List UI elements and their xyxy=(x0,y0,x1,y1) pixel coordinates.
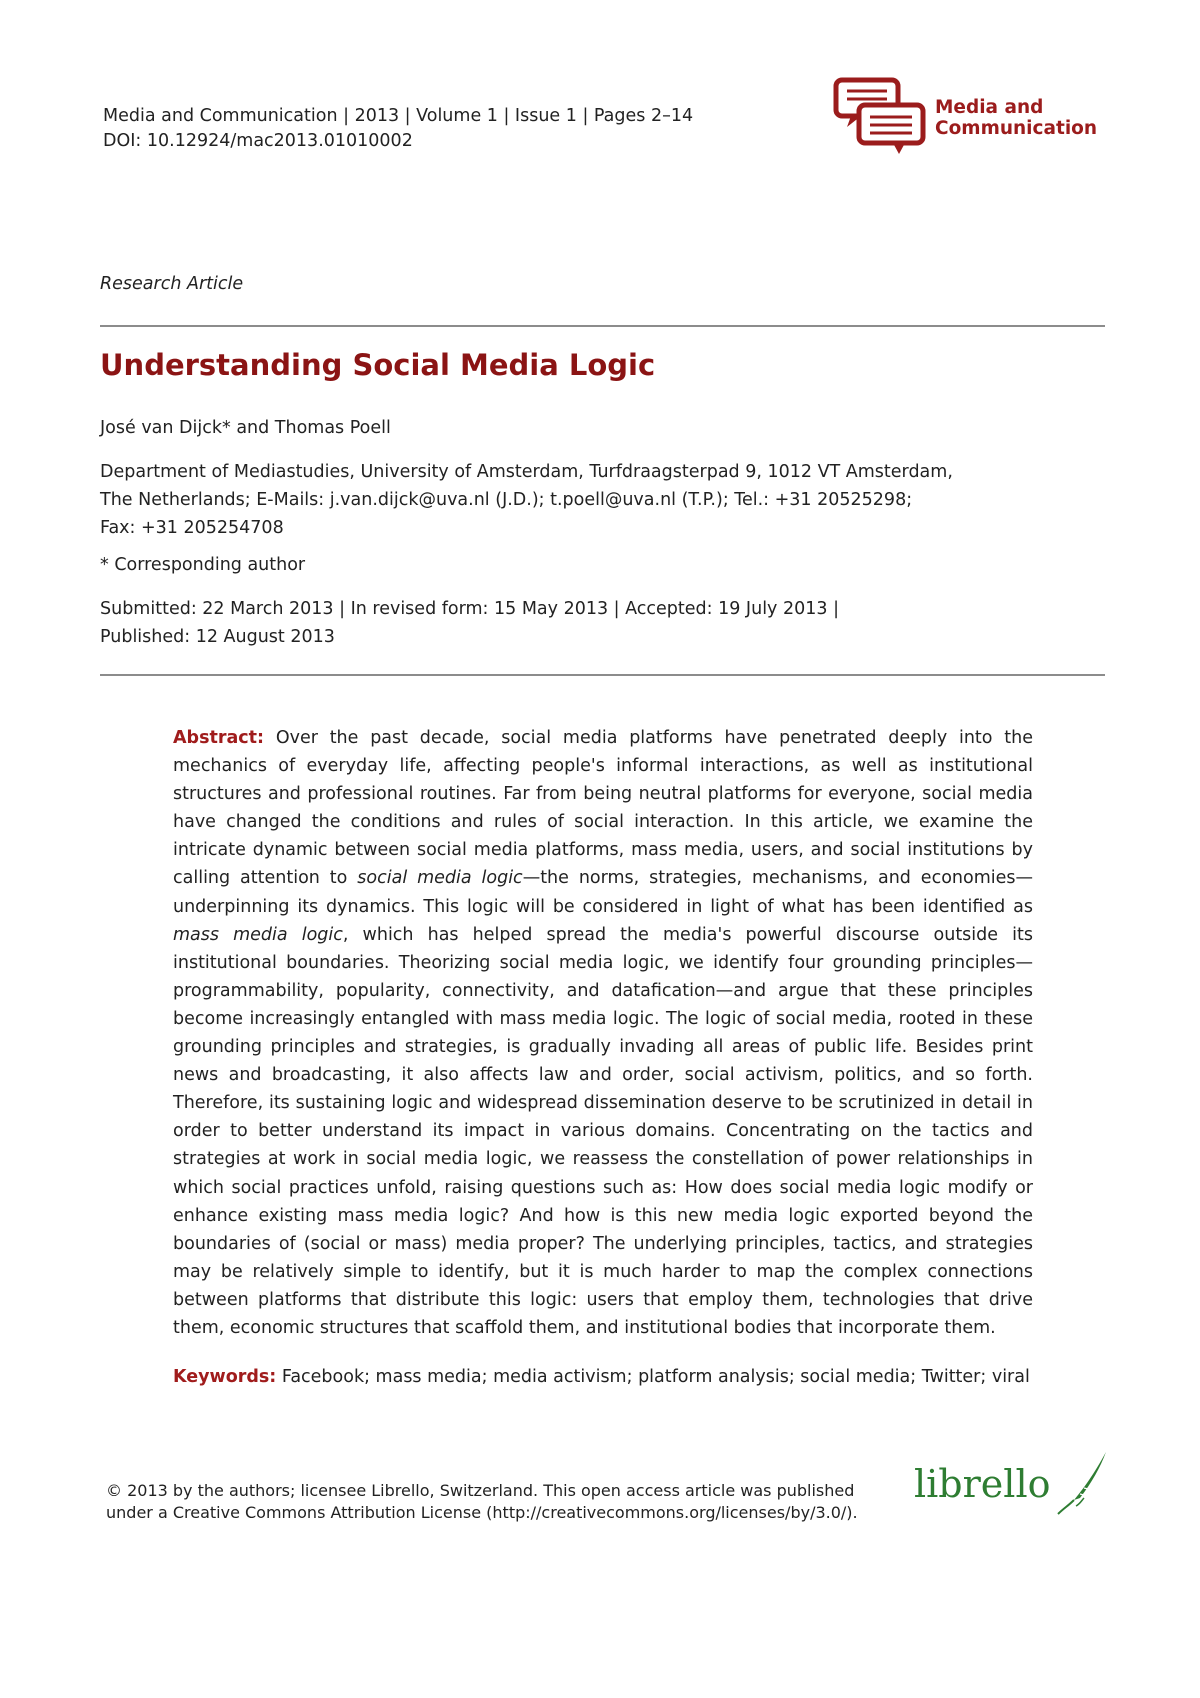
logo-text-line1: Media and xyxy=(935,97,1044,118)
affiliation-line: Fax: +31 205254708 xyxy=(100,518,284,538)
abstract-text: , which has helped spread the media's powerful discourse outside its institutional boundaries. Theorizing social media logic, we identify four grounding principles—programmability, popularity, connectivity, and datafication—and argue that these principles become increasingly entangled with mass media logic. The logic of social media, rooted in these grounding principles and strategies, is gradually invading all areas of public life. Besides print news and broadcasting, it also affects law and order, social activism, politics, and so forth. Therefore, its sustaining logic and widespread dissemination deserve to be scrutinized in detail in order to better understand its impact in various domains. Concentrating on the tactics and strategies at work in social media logic, we reassess the constellation of power relationships in which social practices unfold, raising questions such as: How does social media logic modify or enhance existing mass media logic? And how is this new media logic exported beyond the boundaries of (social or mass) media proper? The underlying principles, tactics, and strategies may be relatively simple to identify, but it is much harder to map the complex connections between platforms that distribute this logic: users that employ them, technologies that drive them, economic structures that scaffold them, and institutional bodies that incorporate them. xyxy=(173,924,1033,1338)
abstract-emphasis: mass media logic xyxy=(173,924,343,945)
abstract-emphasis: social media logic xyxy=(357,868,523,889)
affiliation-block xyxy=(100,458,953,542)
article-title: Understanding Social Media Logic xyxy=(100,348,656,382)
abstract-text: Over the past decade, social media platforms have penetrated deeply into the mechanics of everyday life, affecting people's informal interactions, as well as institutional structures and professional routines. Far from being neutral platforms for everyone, social media have changed the conditions and rules of social interaction. In this article, we examine the intricate dynamic between social media platforms, mass media, users, and social institutions by calling attention to xyxy=(173,728,1033,889)
article-type: Research Article xyxy=(100,274,244,294)
metadata-divider xyxy=(100,674,1105,676)
author-list: José van Dijck* and Thomas Poell xyxy=(100,418,391,438)
journal-logo-text xyxy=(935,97,1097,139)
publisher-logo xyxy=(914,1452,1124,1522)
keywords-text: Facebook; mass media; media activism; platform analysis; social media; Twitter; viral xyxy=(276,1367,1030,1387)
quill-icon xyxy=(1054,1448,1114,1518)
speech-bubbles-icon xyxy=(833,77,929,155)
journal-citation xyxy=(103,104,693,154)
header-divider xyxy=(100,325,1105,327)
dates-line: Published: 12 August 2013 xyxy=(100,627,335,647)
abstract-text: —the norms, strategies, mechanisms, and economies—underpinning its dynamics. This logic will be considered in light of what has been identified as xyxy=(173,868,1033,917)
dates-line: Submitted: 22 March 2013 | In revised form: 15 May 2013 | Accepted: 19 July 2013 | xyxy=(100,599,839,619)
license-notice xyxy=(106,1480,858,1524)
affiliation-line: The Netherlands; E-Mails: j.van.dijck@uva.nl (J.D.); t.poell@uva.nl (T.P.); Tel.: +31 20525298; xyxy=(100,490,913,510)
journal-logo xyxy=(833,77,1133,163)
keywords-line xyxy=(173,1367,1030,1387)
corresponding-author-note: * Corresponding author xyxy=(100,555,306,575)
publisher-logo-text: librello xyxy=(914,1462,1051,1506)
keywords-label: Keywords: xyxy=(173,1367,277,1387)
publication-dates xyxy=(100,595,839,651)
journal-issue-line: Media and Communication | 2013 | Volume 1 | Issue 1 | Pages 2–14 xyxy=(103,106,694,126)
logo-text-line2: Communication xyxy=(935,118,1098,139)
license-line: © 2013 by the authors; licensee Librello, Switzerland. This open access article was published xyxy=(106,1481,855,1500)
affiliation-line: Department of Mediastudies, University of Amsterdam, Turfdraagsterpad 9, 1012 VT Amsterdam, xyxy=(100,462,953,482)
abstract-label: Abstract: xyxy=(173,728,265,748)
abstract-paragraph xyxy=(173,724,1033,1342)
license-line[interactable]: under a Creative Commons Attribution License (http://creativecommons.org/licenses/by/3.0/). xyxy=(106,1503,858,1522)
doi-line[interactable]: DOI: 10.12924/mac2013.01010002 xyxy=(103,131,413,151)
